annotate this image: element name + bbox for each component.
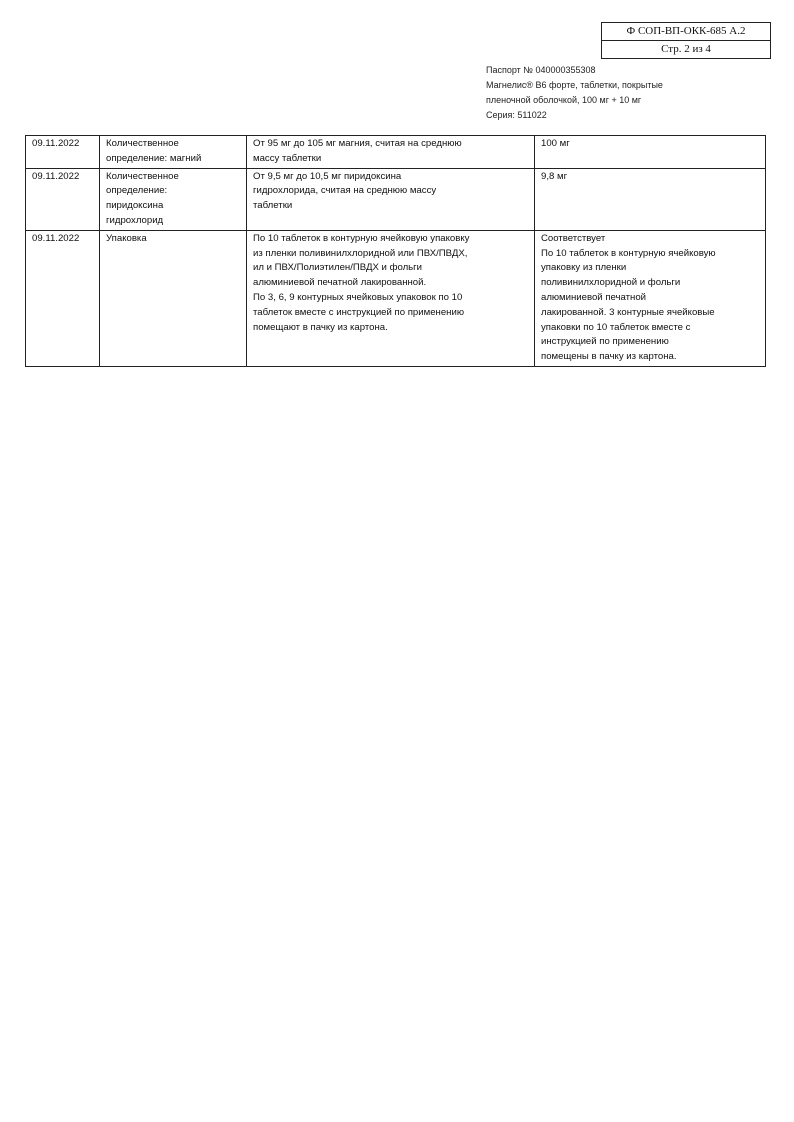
requirement-line: По 10 таблеток в контурную ячейковую упаковку [253, 232, 470, 244]
test-name-line: Количественное [106, 138, 179, 149]
requirement-line: из пленки поливинилхлоридной или ПВХ/ПВДХ, [253, 247, 468, 259]
result-line: упаковку из пленки [541, 262, 627, 274]
product-name: Магнелис® В6 форте, таблетки, покрытые [486, 80, 663, 90]
passport-number: Паспорт № 040000355308 [486, 65, 596, 75]
result-line: 9,8 мг [541, 170, 568, 182]
page-number: Стр. 2 из 4 [602, 40, 770, 58]
date-cell: 09.11.2022 [26, 136, 100, 169]
result-cell [535, 230, 766, 366]
document-code-box [601, 22, 771, 59]
requirement-line: От 95 мг до 105 мг магния, считая на среднюю [253, 138, 462, 149]
requirement-line: ил и ПВХ/Полиэтилен/ПВДХ и фольги [253, 262, 423, 274]
table-row [26, 230, 766, 366]
requirement-line: таблеток вместе с инструкцией по применению [253, 306, 465, 318]
date-cell: 09.11.2022 [26, 168, 100, 230]
result-line: инструкцией по применению [541, 336, 669, 348]
result-line: лакированной. 3 контурные ячейковые [541, 306, 715, 318]
requirement-line: таблетки [253, 200, 293, 212]
test-name-cell [100, 168, 247, 230]
result-line: Соответствует [541, 232, 606, 244]
test-name-line: гидрохлорид [106, 214, 164, 226]
test-name-cell [100, 136, 247, 169]
requirement-cell [247, 168, 535, 230]
requirement-line: гидрохлорида, считая на среднюю массу [253, 185, 437, 197]
result-cell [535, 168, 766, 230]
requirement-line: помещают в пачку из картона. [253, 321, 388, 333]
requirement-cell [247, 230, 535, 366]
requirement-line: массу таблетки [253, 152, 322, 164]
requirement-cell [247, 136, 535, 169]
result-line: алюминиевой печатной [541, 291, 647, 303]
passport-info [486, 63, 716, 123]
result-cell [535, 136, 766, 169]
batch-series: Серия: 511022 [486, 110, 547, 120]
test-name-line: Упаковка [106, 232, 147, 244]
product-form: пленочной оболочкой, 100 мг + 10 мг [486, 95, 642, 105]
results-table-body [26, 136, 766, 367]
requirement-line: алюминиевой печатной лакированной. [253, 277, 427, 289]
result-line: По 10 таблеток в контурную ячейковую [541, 247, 716, 259]
test-name-line: определение: [106, 185, 168, 197]
table-row [26, 136, 766, 169]
result-line: 100 мг [541, 138, 570, 149]
test-name-cell [100, 230, 247, 366]
test-name-line: Количественное [106, 170, 179, 182]
document-code: Ф СОП-ВП-ОКК-685 А.2 [626, 25, 746, 37]
result-line: упаковки по 10 таблеток вместе с [541, 321, 691, 333]
result-line: помещены в пачку из картона. [541, 351, 677, 363]
date-cell: 09.11.2022 [26, 230, 100, 366]
requirement-line: От 9,5 мг до 10,5 мг пиридоксина [253, 170, 402, 182]
test-name-line: определение: магний [106, 152, 202, 164]
results-table [25, 135, 766, 367]
requirement-line: По 3, 6, 9 контурных ячейковых упаковок по 10 [253, 291, 463, 303]
table-row [26, 168, 766, 230]
result-line: поливинилхлоридной и фольги [541, 277, 681, 289]
test-name-line: пиридоксина [106, 200, 164, 212]
